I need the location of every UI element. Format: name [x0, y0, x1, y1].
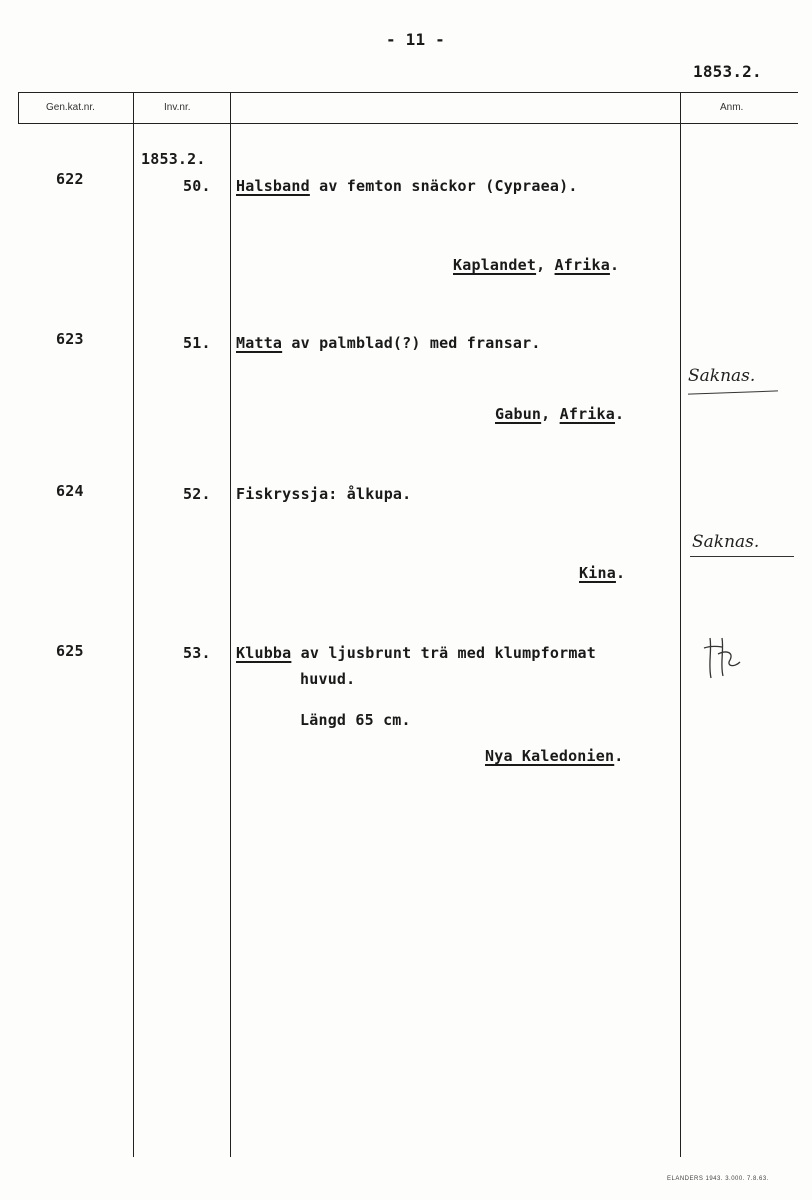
printer-imprint: ELANDERS 1943. 3.000. 7.8.63.: [667, 1176, 769, 1182]
column-header-anm: Anm.: [720, 102, 744, 113]
place-separator: ,: [541, 405, 560, 423]
object-measurement: Längd 65 cm.: [300, 711, 411, 729]
inv-series: 1853.2.: [141, 150, 206, 168]
handwritten-note-missing: Saknas.: [688, 366, 756, 386]
place-end: .: [614, 747, 624, 765]
inv-number: 51.: [183, 334, 211, 352]
column-divider-inv-desc: [230, 92, 231, 1157]
note-underline: [688, 390, 778, 394]
provenance: [579, 564, 625, 582]
description-continuation: huvud.: [300, 670, 356, 688]
page-number: - 11 -: [386, 30, 445, 49]
provenance: [495, 405, 624, 423]
place-end: .: [615, 564, 626, 582]
handwritten-initials-mark: [700, 632, 746, 682]
inv-number: 53.: [183, 644, 211, 662]
column-header-gen: Gen.kat.nr.: [46, 102, 95, 113]
inv-number: 50.: [183, 177, 211, 195]
gen-number: 624: [56, 482, 84, 500]
provenance: [485, 747, 623, 765]
place-continent: Afrika: [554, 256, 610, 274]
object-name: Halsband: [236, 177, 310, 195]
gen-number: 622: [56, 170, 84, 188]
place-end: .: [609, 256, 620, 274]
note-underline: [690, 556, 794, 557]
place-region: Gabun: [495, 405, 542, 423]
description-text: Fiskryssja: ålkupa.: [236, 485, 412, 503]
column-divider-gen-inv: [133, 92, 134, 1157]
place-continent: Afrika: [559, 405, 616, 423]
place-region: Kina: [579, 564, 616, 582]
header-reference: 1853.2.: [693, 62, 762, 81]
description-text: av palmblad(?) med fransar.: [282, 334, 541, 352]
description-text: av femton snäckor (Cypraea).: [309, 177, 578, 195]
description-text: av ljusbrunt trä med klumpformat: [291, 644, 597, 662]
place-end: .: [615, 405, 625, 423]
table-top-rule: [18, 92, 798, 93]
object-description: [236, 485, 411, 503]
place-region: Kaplandet: [453, 256, 537, 274]
column-divider-desc-anm: [680, 92, 681, 1157]
object-description: [236, 644, 596, 662]
place-separator: ,: [536, 256, 555, 274]
provenance: [453, 256, 619, 274]
place-region: Nya Kaledonien: [485, 747, 615, 765]
table-header-rule: [18, 123, 798, 124]
object-description: [236, 334, 541, 352]
table-left-edge: [18, 92, 19, 124]
object-name: Klubba: [236, 644, 292, 662]
gen-number: 623: [56, 330, 84, 348]
object-description: [236, 177, 578, 195]
column-header-inv: Inv.nr.: [164, 102, 191, 113]
gen-number: 625: [56, 642, 84, 660]
inv-number: 52.: [183, 485, 211, 503]
object-name: Matta: [236, 334, 283, 352]
handwritten-note-missing: Saknas.: [692, 532, 760, 552]
